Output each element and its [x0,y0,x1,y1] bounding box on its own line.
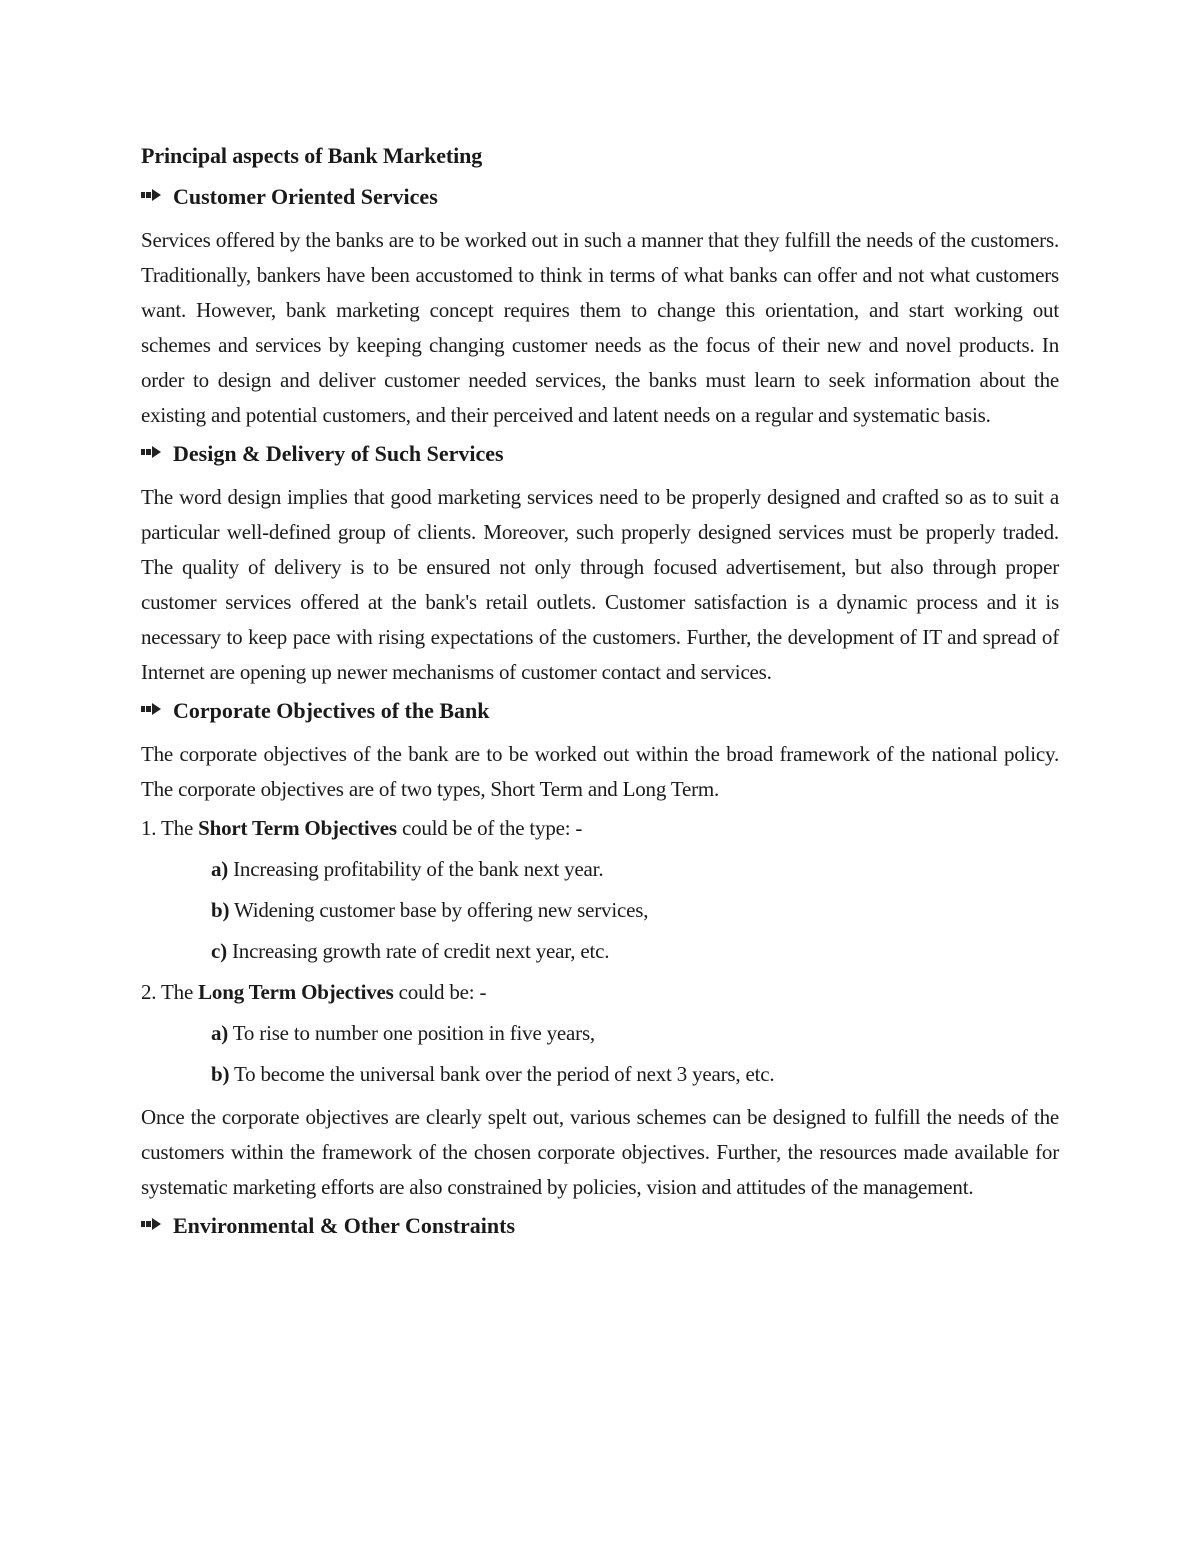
section-heading-corporate-objectives [141,696,1059,726]
section-heading-text: Customer Oriented Services [173,184,438,209]
list-item-text: To become the universal bank over the period of next 3 years, etc. [229,1062,775,1086]
section-heading-text: Environmental & Other Constraints [173,1213,516,1238]
list-item [211,1018,1059,1048]
list-suffix: could be: - [393,980,487,1004]
list-suffix: could be of the type: - [396,816,583,840]
list-item [211,895,1059,925]
section-paragraph-design-delivery: The word design implies that good marketing services need to be properly designed and crafted so as to suit a particular well-defined group of clients. Moreover, such properly designed services must be properly traded. The quality of delivery is to be ensured not only through focused advertisement, but also through proper customer services offered at the bank's retail outlets. Customer satisfaction is a dynamic process and it is necessary to keep pace with rising expectations of the customers. Further, the development of IT and spread of Internet are opening up newer mechanisms of customer contact and services. [141,485,1059,684]
document-title: Principal aspects of Bank Marketing [141,143,483,168]
closing-paragraph: Once the corporate objectives are clearly spelt out, various schemes can be designed to fulfill the needs of the customers within the framework of the chosen corporate objectives. Further, the resources made available for systematic marketing efforts are also constrained by policies, vision and attitudes of the management. [141,1105,1059,1199]
section-heading-text: Corporate Objectives of the Bank [173,698,490,723]
section-paragraph-corporate-objectives: The corporate objectives of the bank are to be worked out within the broad framework of the national policy. The corporate objectives are of two types, Short Term and Long Term. [141,742,1059,801]
list-prefix: 2. The [141,980,199,1004]
list-item-letter: b) [211,1062,230,1086]
section-heading-customer-oriented [141,182,1059,212]
list-item-text: Increasing growth rate of credit next year, etc. [226,939,610,963]
list-item-letter: a) [211,857,229,881]
list-prefix: 1. The [141,816,199,840]
list-item-text: To rise to number one position in five years, [228,1021,595,1045]
section-heading-text: Design & Delivery of Such Services [173,441,504,466]
list-item [211,1059,1059,1089]
section-heading-environmental-constraints [141,1211,1059,1241]
list-item [211,936,1059,966]
list-item-text: Widening customer base by offering new services, [229,898,649,922]
arrow-bullet-icon [141,703,161,715]
list-item-letter: a) [211,1021,229,1045]
long-term-objectives-line [141,977,1059,1007]
list-item-letter: b) [211,898,230,922]
list-bold-term: Short Term Objectives [198,816,397,840]
arrow-bullet-icon [141,189,161,201]
list-item [211,854,1059,884]
section-heading-design-delivery [141,439,1059,469]
list-item-letter: c) [211,939,227,963]
list-bold-term: Long Term Objectives [198,980,394,1004]
document-page [141,141,1059,1252]
short-term-objectives-line [141,813,1059,843]
list-item-text: Increasing profitability of the bank next year. [228,857,604,881]
arrow-bullet-icon [141,1218,161,1230]
section-paragraph-customer-oriented: Services offered by the banks are to be worked out in such a manner that they fulfill the needs of the customers. Traditionally, bankers have been accustomed to think in terms of what banks can offer and not what customers want. However, bank marketing concept requires them to change this orientation, and start working out schemes and services by keeping changing customer needs as the focus of their new and novel products. In order to design and deliver customer needed services, the banks must learn to seek information about the existing and potential customers, and their perceived and latent needs on a regular and systematic basis. [141,228,1059,427]
arrow-bullet-icon [141,446,161,458]
